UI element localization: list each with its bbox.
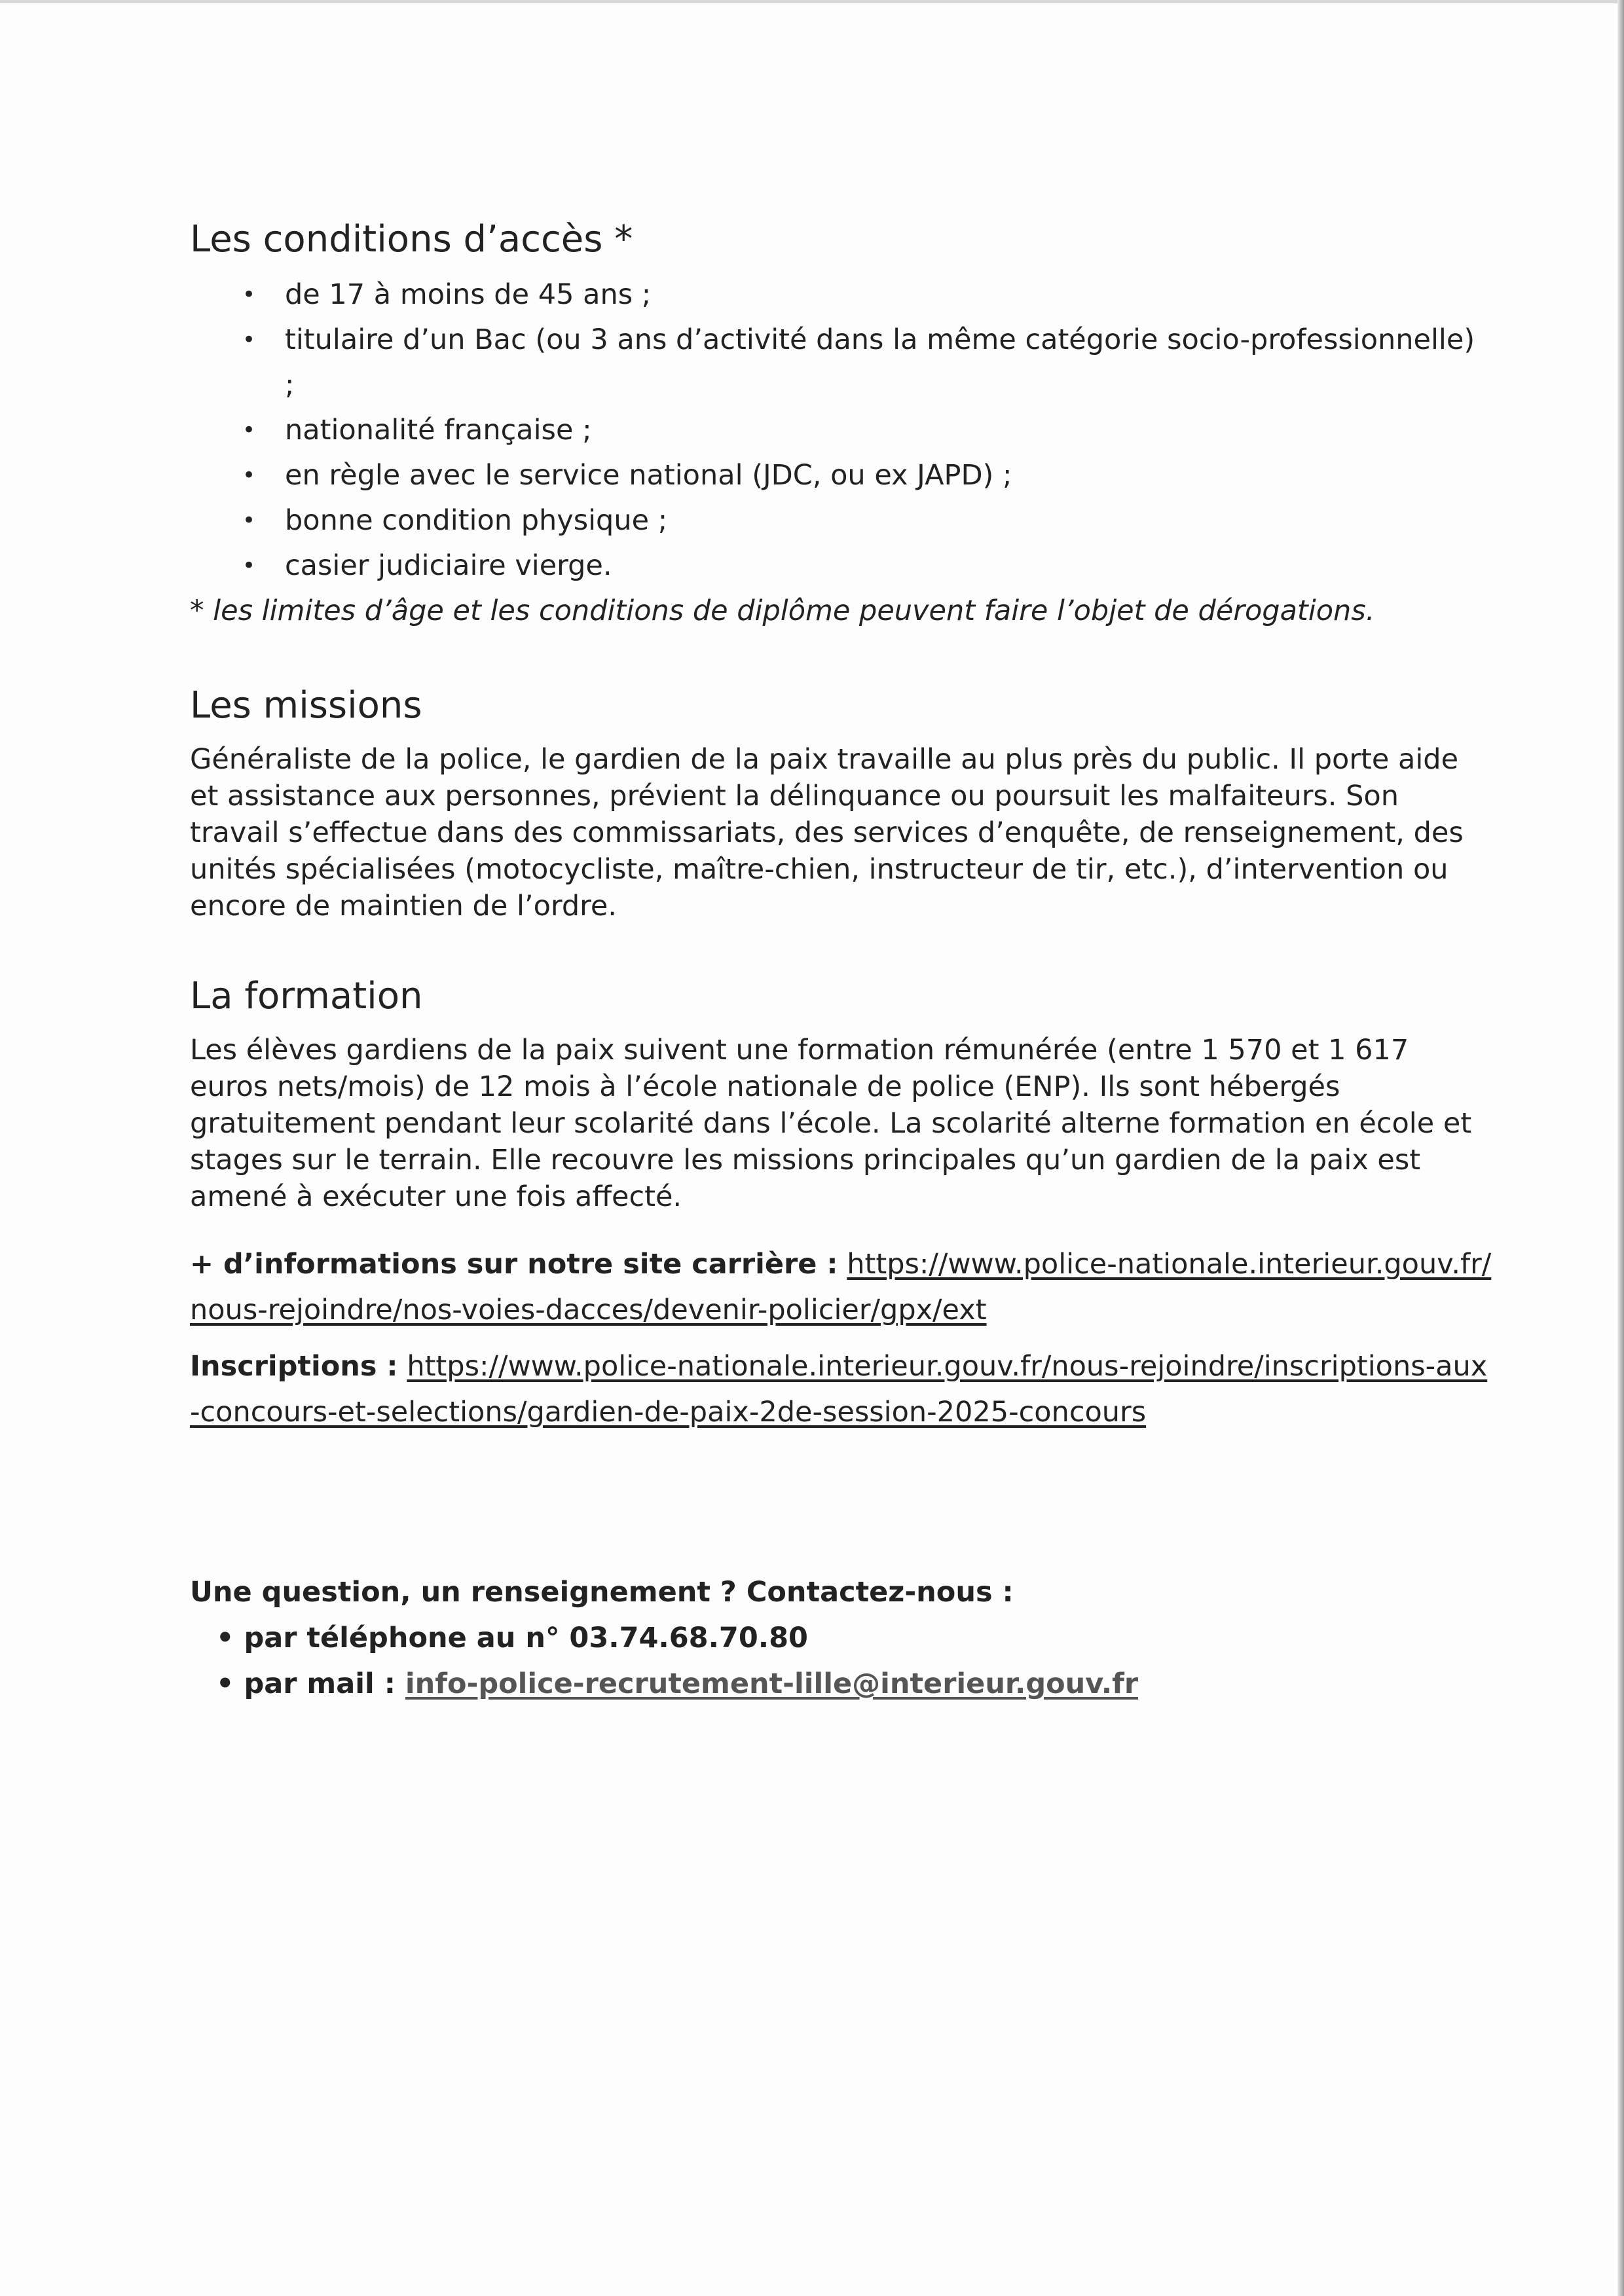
contact-heading: Une question, un renseignement ? Contactez-nous : <box>190 1576 1014 1609</box>
inscriptions-line <box>190 1343 1493 1435</box>
missions-heading: Les missions <box>190 684 422 727</box>
links-section <box>190 1241 1500 1435</box>
conditions-list <box>190 272 1500 589</box>
formation-section <box>190 973 1500 1215</box>
scan-top-edge <box>0 0 1624 3</box>
contact-list <box>190 1615 1500 1707</box>
missions-paragraph: Généraliste de la police, le gardien de la paix travaille au plus près du public. Il porte aide et assistance aux personnes, prévient la délinquance ou poursuit les malfaiteurs. Son travail s’effectue dans des commissariats, des services d’enquête, de renseignement, des unités spécialisées (motocycliste, maître-chien, instructeur de tir, etc.), d’intervention ou encore de maintien de l’ordre. <box>190 743 1464 922</box>
career-link[interactable]: https://www.police-nationale.interieur.gouv.fr/nous-rejoindre/nos-voies-dacces/devenir-policier/gpx/ext <box>190 1248 1492 1326</box>
mail-label: • par mail : <box>216 1667 396 1700</box>
career-info-line <box>190 1241 1493 1333</box>
conditions-heading: Les conditions d’accès * <box>190 218 633 261</box>
mail-link[interactable]: info-police-recrutement-lille@interieur.gouv.fr <box>405 1667 1139 1700</box>
bullet-icon: • <box>242 507 256 534</box>
contact-mail <box>216 1661 1500 1707</box>
career-label: + d’informations sur notre site carrière : <box>190 1248 838 1281</box>
inscriptions-link[interactable]: https://www.police-nationale.interieur.gouv.fr/nous-rejoindre/inscriptions-aux-concours-et-selections/gardien-de-paix-2de-session-2025-concours <box>190 1350 1488 1429</box>
list-item: • titulaire d’un Bac (ou 3 ans d’activité dans la même catégorie socio-professionnelle) ; <box>190 318 1477 408</box>
missions-section <box>190 682 1500 924</box>
list-item: • en règle avec le service national (JDC, ou ex JAPD) ; <box>190 453 1477 498</box>
bullet-icon: • <box>242 553 256 579</box>
list-item: • de 17 à moins de 45 ans ; <box>190 272 1477 318</box>
formation-paragraph: Les élèves gardiens de la paix suivent une formation rémunérée (entre 1 570 et 1 617 euros nets/mois) de 12 mois à l’école nationale de police (ENP). Ils sont hébergés gratuitement pendant leur scolarité dans l’école. La scolarité alterne formation en école et stages sur le terrain. Elle recouvre les missions principales qu’un gardien de la paix est amené à exécuter une fois affecté. <box>190 1034 1472 1213</box>
derogation-note: * les limites d’âge et les conditions de diplôme peuvent faire l’objet de dérogations. <box>190 594 1375 627</box>
conditions-section <box>190 216 1500 634</box>
contact-section <box>190 1569 1500 1707</box>
bullet-icon: • <box>242 462 256 488</box>
bullet-icon: • <box>242 417 256 443</box>
list-item: • nationalité française ; <box>190 408 1477 453</box>
inscriptions-label: Inscriptions : <box>190 1350 398 1383</box>
bullet-icon: • <box>242 282 256 308</box>
list-item: • bonne condition physique ; <box>190 498 1477 543</box>
contact-phone: • par téléphone au n° 03.74.68.70.80 <box>216 1622 808 1654</box>
list-item: • casier judiciaire vierge. <box>190 543 1477 589</box>
page-content <box>190 216 1500 1707</box>
bullet-icon: • <box>242 327 256 353</box>
formation-heading: La formation <box>190 975 423 1017</box>
scan-right-edge <box>1617 0 1624 2296</box>
